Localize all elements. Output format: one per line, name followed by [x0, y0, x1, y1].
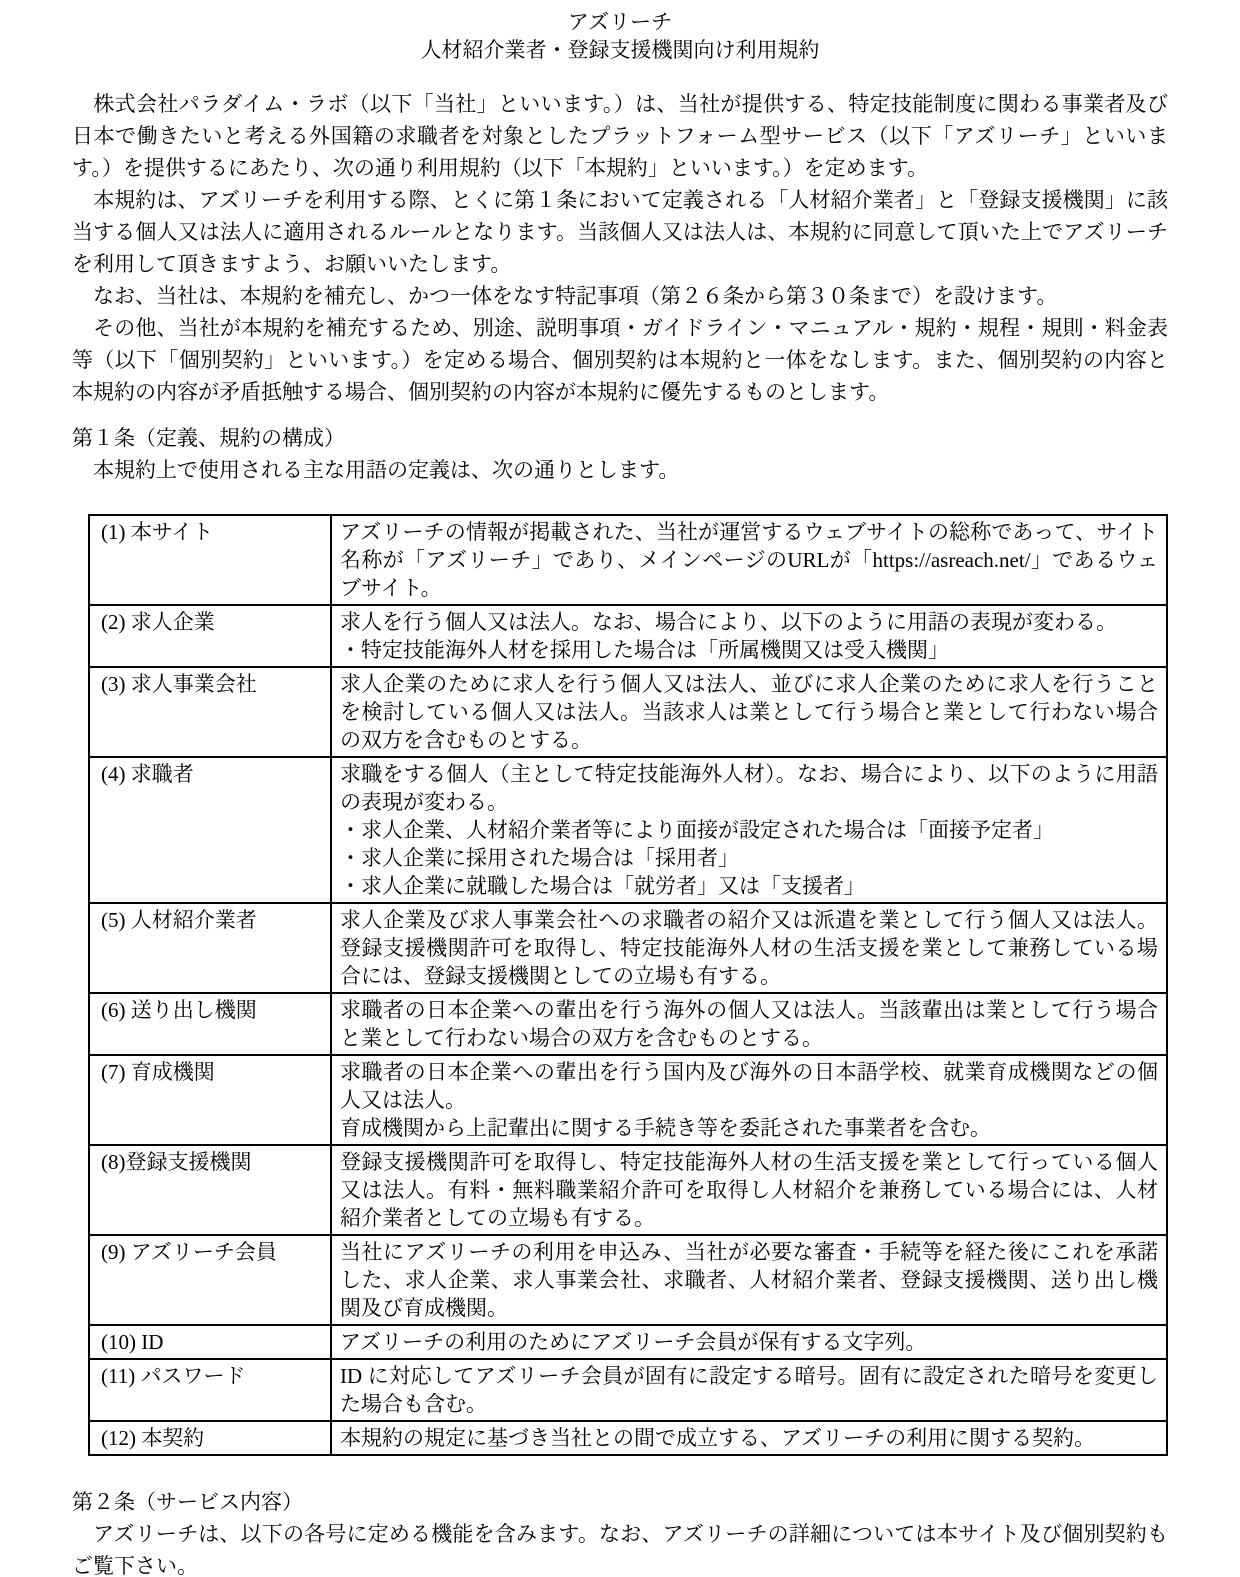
definition-term: (2) 求人企業: [89, 605, 331, 667]
definition-text-line: 求職者の日本企業への輩出を行う海外の個人又は法人。当該輩出は業として行う場合と業として行わない場合の双方を含むものとする。: [340, 998, 1158, 1050]
definition-row: [89, 667, 1167, 757]
definition-term: (3) 求人事業会社: [89, 667, 331, 757]
definition-text: [331, 993, 1167, 1055]
definition-term: (4) 求職者: [89, 757, 331, 903]
definition-text-line: ・求人企業に採用された場合は「採用者」: [340, 846, 739, 870]
definition-term: (6) 送り出し機関: [89, 993, 331, 1055]
definition-text-line: 求職をする個人（主として特定技能海外人材）。なお、場合により、以下のように用語の表現が変わる。: [340, 762, 1158, 814]
definition-row: [89, 903, 1167, 993]
definition-term: (1) 本サイト: [89, 515, 331, 605]
article2-heading: 第２条（サービス内容）: [72, 1490, 303, 1514]
definition-text-line: アズリーチの利用のためにアズリーチ会員が保有する文字列。: [340, 1330, 927, 1354]
definition-text: [331, 757, 1167, 903]
definition-text: [331, 1325, 1167, 1359]
definition-row: [89, 1055, 1167, 1145]
document-title: [72, 8, 1168, 64]
definition-row: [89, 1235, 1167, 1325]
intro-paragraph: 株式会社パラダイム・ラボ（以下「当社」といいます。）は、当社が提供する、特定技能制度に関わる事業者及び日本で働きたいと考える外国籍の求職者を対象としたプラットフォーム型サービス（以下「アズリーチ」といいます。）を提供するにあたり、次の通り利用規約（以下「本規約」といいます。）を定めます。: [72, 92, 1168, 180]
definitions-table: [88, 514, 1168, 1456]
definition-row: [89, 1325, 1167, 1359]
definition-text-line: 求人企業のために求人を行う個人又は法人、並びに求人企業のために求人を行うことを検討している個人又は法人。当該求人は業として行う場合と業として行わない場合の双方を含むものとする。: [340, 672, 1158, 752]
definition-text-line: 当社にアズリーチの利用を申込み、当社が必要な審査・手続等を経た後にこれを承諾した、求人企業、求人事業会社、求職者、人材紹介業者、登録支援機関、送り出し機関及び育成機関。: [340, 1240, 1158, 1320]
definition-term: (9) アズリーチ会員: [89, 1235, 331, 1325]
definition-text-line: 本規約の規定に基づき当社との間で成立する、アズリーチの利用に関する契約。: [340, 1426, 1096, 1450]
definition-term: (10) ID: [89, 1325, 331, 1359]
definition-row: [89, 605, 1167, 667]
definition-row: [89, 993, 1167, 1055]
definition-text-line: ID に対応してアズリーチ会員が固有に設定する暗号。固有に設定された暗号を変更した場合も含む。: [340, 1364, 1158, 1416]
definition-text: [331, 903, 1167, 993]
definition-text-line: ・求人企業、人材紹介業者等により面接が設定された場合は「面接予定者」: [340, 818, 1054, 842]
definition-text: [331, 605, 1167, 667]
definition-term: (8)登録支援機関: [89, 1145, 331, 1235]
definition-text: [331, 1359, 1167, 1421]
definition-text-line: ・求人企業に就職した場合は「就労者」又は「支援者」: [340, 874, 865, 898]
definition-row: [89, 1359, 1167, 1421]
definition-text-line: 登録支援機関許可を取得し、特定技能海外人材の生活支援を業として行っている個人又は法人。有料・無料職業紹介許可を取得し人材紹介を兼務している場合には、人材紹介業者としての立場も有する。: [340, 1150, 1158, 1230]
definition-text-line: 求人企業及び求人事業会社への求職者の紹介又は派遣を業として行う個人又は法人。登録支援機関許可を取得し、特定技能海外人材の生活支援を業として兼務している場合には、登録支援機関としての立場も有する。: [340, 908, 1158, 988]
definition-text: [331, 1145, 1167, 1235]
definition-term: (5) 人材紹介業者: [89, 903, 331, 993]
definition-text-line: 育成機関から上記輩出に関する手続き等を委託された事業者を含む。: [340, 1116, 991, 1140]
definition-text: [331, 1055, 1167, 1145]
article2-section: [72, 1486, 1168, 1577]
intro-paragraph: その他、当社が本規約を補充するため、別途、説明事項・ガイドライン・マニュアル・規約・規程・規則・料金表等（以下「個別契約」といいます。）を定める場合、個別契約は本規約と一体をなします。また、個別契約の内容と本規約の内容が矛盾抵触する場合、個別契約の内容が本規約に優先するものとします。: [72, 316, 1168, 404]
intro-section: [72, 88, 1168, 408]
article1-lead: 本規約上で使用される主な用語の定義は、次の通りとします。: [72, 458, 680, 482]
definition-row: [89, 515, 1167, 605]
definition-text: [331, 515, 1167, 605]
definition-text: [331, 1235, 1167, 1325]
definition-row: [89, 1421, 1167, 1455]
intro-paragraph: 本規約は、アズリーチを利用する際、とくに第１条において定義される「人材紹介業者」と「登録支援機関」に該当する個人又は法人に適用されるルールとなります。当該個人又は法人は、本規約に同意して頂いた上でアズリーチを利用して頂きますよう、お願いいたします。: [72, 188, 1168, 276]
document-title-subtitle: 人材紹介業者・登録支援機関向け利用規約: [420, 38, 820, 62]
definitions-table-body: [89, 515, 1167, 1455]
definition-text-line: ・特定技能海外人材を採用した場合は「所属機関又は受入機関」: [340, 638, 949, 662]
document-title-service-name: アズリーチ: [567, 10, 673, 34]
article1-heading: 第１条（定義、規約の構成）: [72, 426, 345, 450]
definition-text-line: アズリーチの情報が掲載された、当社が運営するウェブサイトの総称であって、サイト名称が「アズリーチ」であり、メインページのURLが「https://asreach.net/」であるウェブサイト。: [340, 520, 1158, 600]
definition-term: (11) パスワード: [89, 1359, 331, 1421]
definition-text: [331, 1421, 1167, 1455]
definition-text-line: 求職者の日本企業への輩出を行う国内及び海外の日本語学校、就業育成機関などの個人又は法人。: [340, 1060, 1158, 1112]
article2-lead: アズリーチは、以下の各号に定める機能を含みます。なお、アズリーチの詳細については本サイト及び個別契約もご覧下さい。: [72, 1522, 1168, 1577]
definition-term: (7) 育成機関: [89, 1055, 331, 1145]
definition-term: (12) 本契約: [89, 1421, 331, 1455]
definition-text-line: 求人を行う個人又は法人。なお、場合により、以下のように用語の表現が変わる。: [340, 610, 1117, 634]
definition-text: [331, 667, 1167, 757]
definition-row: [89, 1145, 1167, 1235]
intro-paragraph: なお、当社は、本規約を補充し、かつ一体をなす特記事項（第２６条から第３０条まで）を設けます。: [72, 284, 1058, 308]
definition-row: [89, 757, 1167, 903]
